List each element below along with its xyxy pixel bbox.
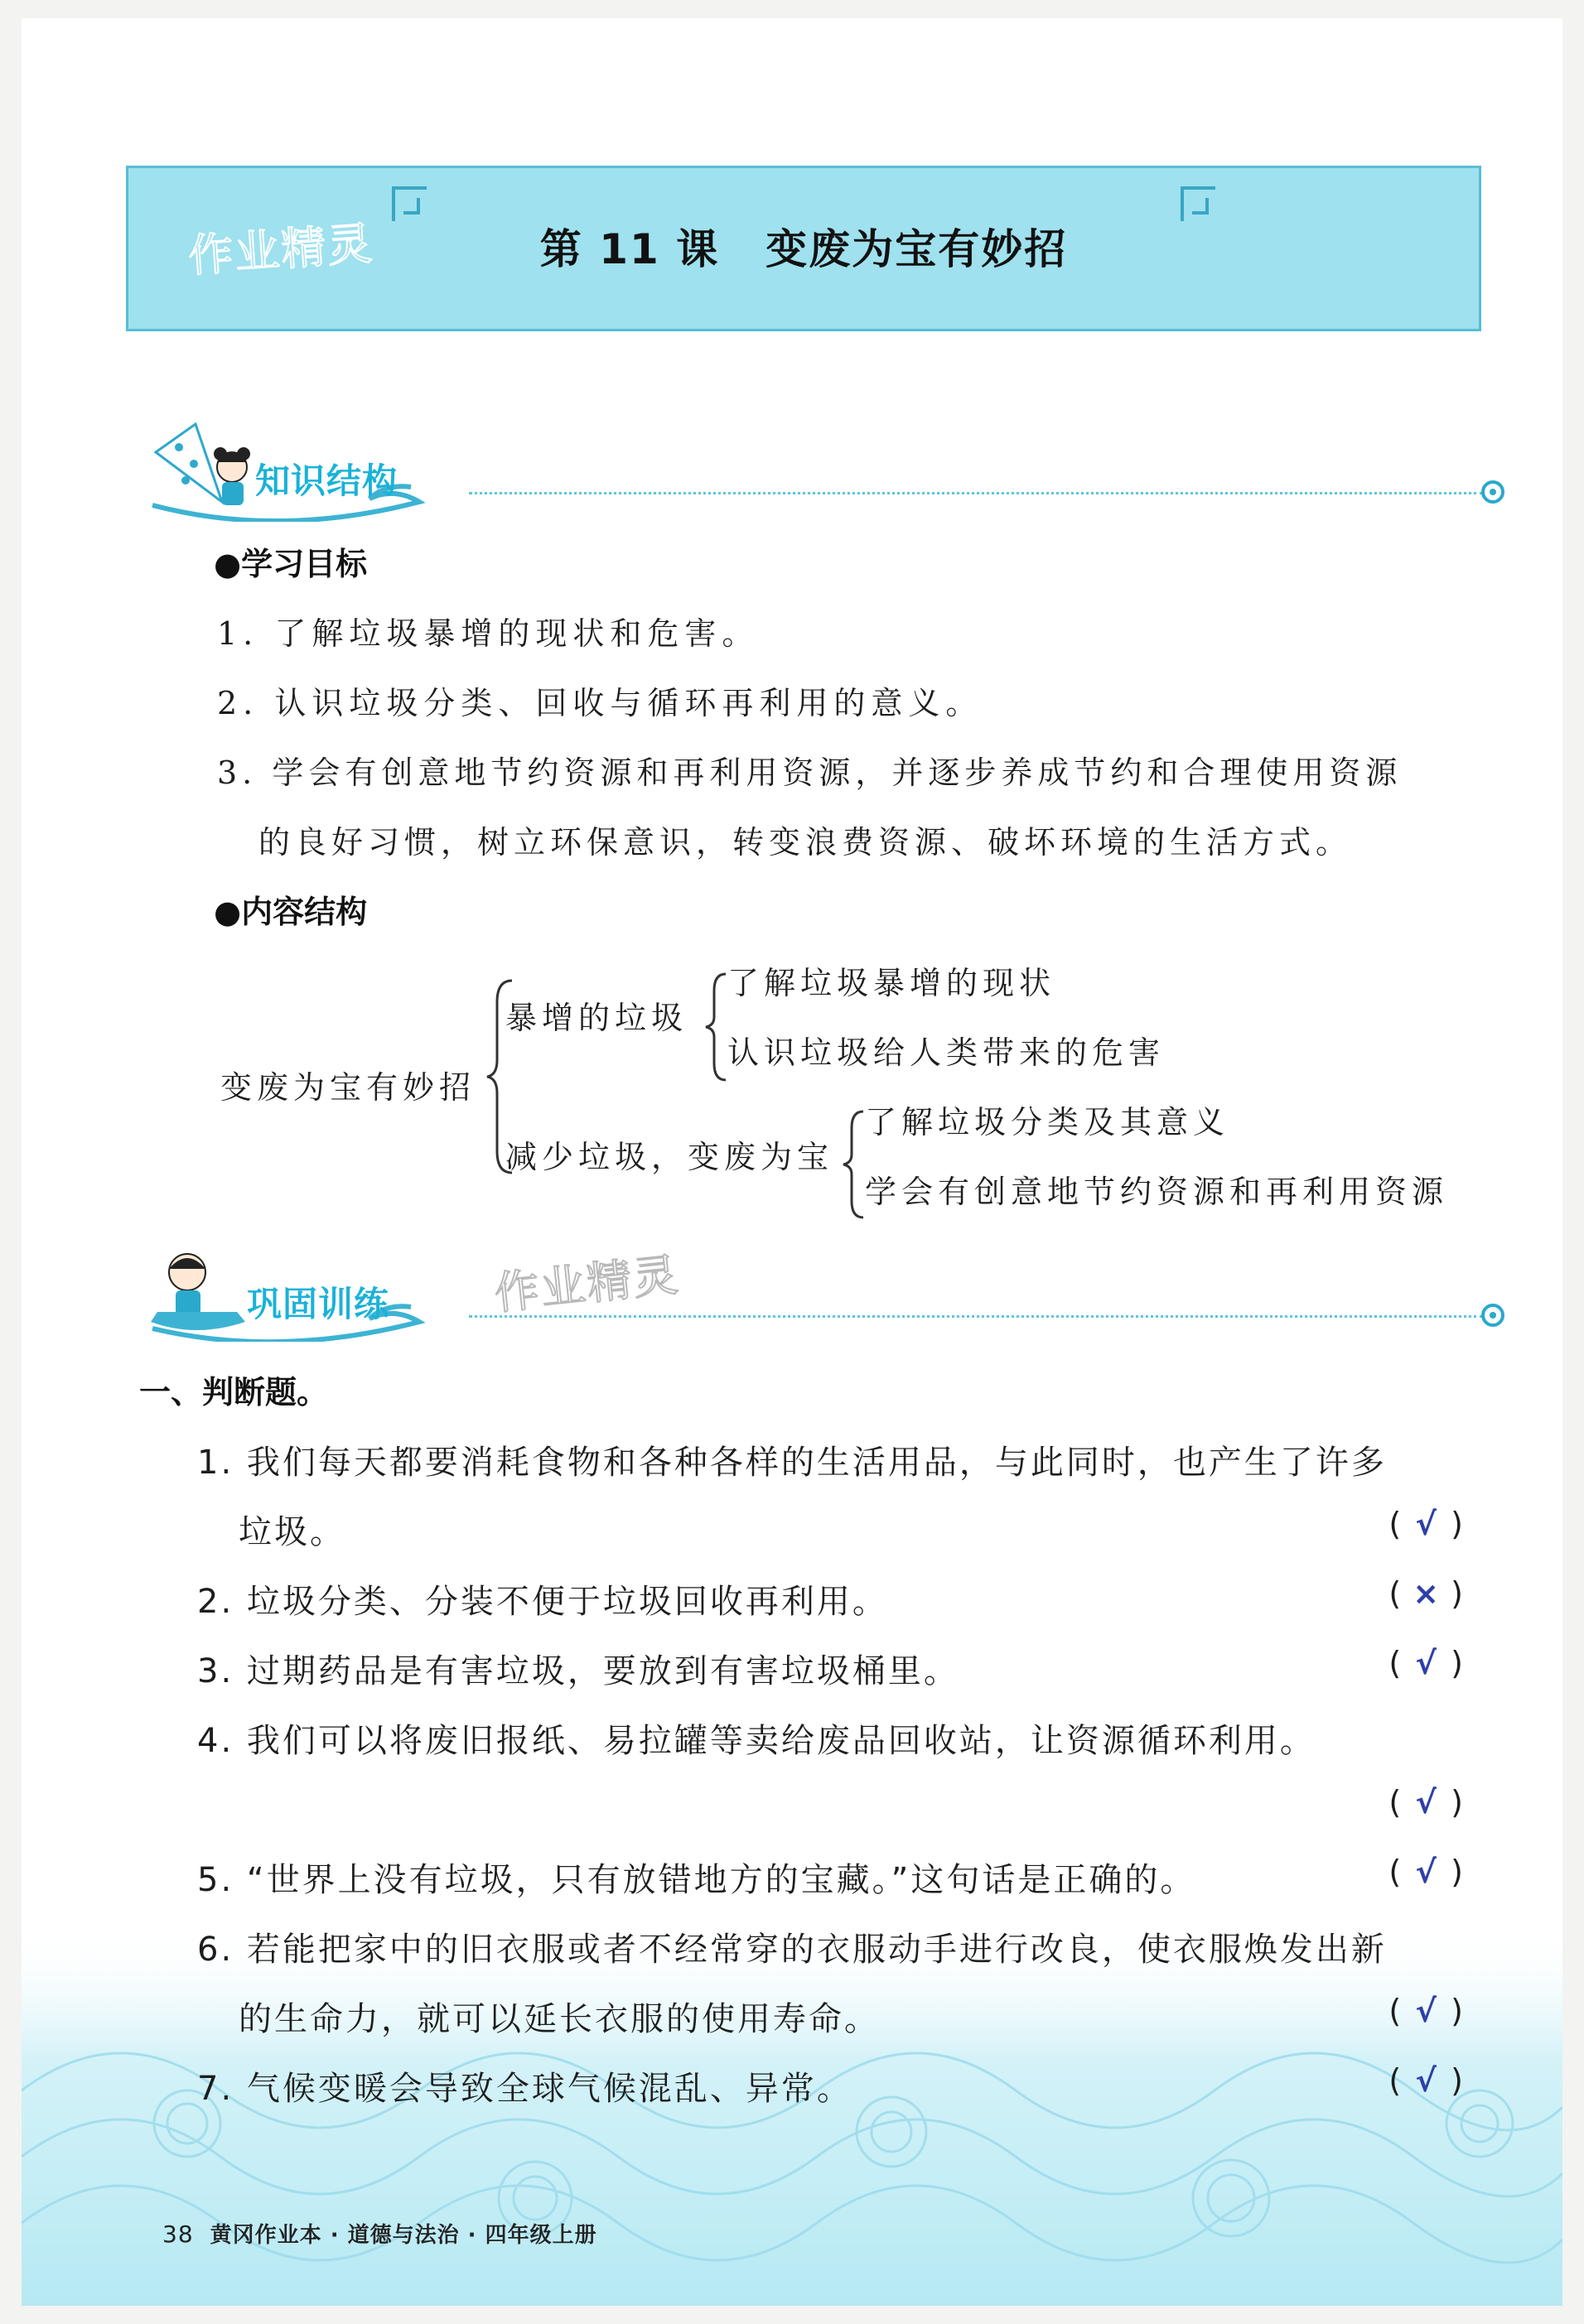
answer-slot: ( √ )	[1388, 1645, 1463, 1681]
answer-mark: √	[1415, 1645, 1437, 1681]
answer-slot: ( √ )	[1388, 1784, 1463, 1820]
tree-item: 了解垃圾暴增的现状	[727, 965, 1056, 1001]
question-line: 6. 若能把家中的旧衣服或者不经常穿的衣服动手进行改良，使衣服焕发出新	[197, 1931, 1387, 1969]
question-line: 2. 垃圾分类、分装不便于垃圾回收再利用。	[197, 1583, 888, 1621]
goal-line: 3. 学会有创意地节约资源和再利用资源，并逐步养成节约和合理使用资源	[217, 755, 1403, 791]
answer-mark: √	[1415, 1506, 1437, 1542]
section-label: 巩固训练	[247, 1284, 390, 1324]
content-title: ●内容结构	[214, 894, 368, 930]
answer-slot: ( √ )	[1388, 2062, 1463, 2099]
question-section-title: 一、判断题。	[139, 1374, 329, 1410]
goal-line: 1. 了解垃圾暴增的现状和危害。	[217, 615, 760, 652]
question-line: 5. “世界上没有垃圾，只有放错地方的宝藏。”这句话是正确的。	[197, 1861, 1196, 1899]
tree-item: 认识垃圾给人类带来的危害	[727, 1034, 1166, 1071]
endcap-icon	[1481, 480, 1504, 504]
lesson-banner	[126, 166, 1481, 331]
tree-item: 学会有创意地节约资源和再利用资源	[865, 1174, 1449, 1210]
question-line: 4. 我们可以将废旧报纸、易拉罐等卖给废品回收站，让资源循环利用。	[197, 1722, 1316, 1760]
goal-line: 2. 认识垃圾分类、回收与循环再利用的意义。	[217, 685, 983, 721]
page-footer	[162, 2218, 597, 2249]
answer-mark: ×	[1413, 1575, 1440, 1612]
dotted-rule	[469, 1315, 1483, 1318]
page-number: 38	[162, 2220, 194, 2248]
answer-slot: ( √ )	[1388, 1506, 1463, 1542]
lesson-name: 变废为宝有妙招	[765, 225, 1068, 273]
answer-slot: ( √ )	[1388, 1854, 1463, 1890]
watermark-stamp: 作业精灵	[491, 1248, 683, 1320]
tree-item: 了解垃圾分类及其意义	[865, 1104, 1230, 1140]
question-line: 垃圾。	[239, 1513, 345, 1551]
tree-branch-1: 暴增的垃圾	[505, 1000, 688, 1036]
answer-mark: √	[1415, 2062, 1437, 2099]
banner-stamp: 作业精灵	[186, 217, 376, 282]
tree-root: 变废为宝有妙招	[220, 1069, 476, 1106]
section-header-practice	[146, 1242, 1504, 1342]
page	[22, 18, 1562, 2306]
wave-background	[22, 1925, 1562, 2306]
section-header-knowledge	[146, 422, 1504, 522]
goal-line: 的良好习惯，树立环保意识，转变浪费资源、破坏环境的生活方式。	[258, 824, 1353, 861]
question-line: 7. 气候变暖会导致全球气候混乱、异常。	[197, 2070, 852, 2108]
section-label: 知识结构	[255, 460, 398, 501]
lesson-title	[128, 216, 1479, 276]
answer-mark: √	[1415, 1784, 1437, 1820]
tree-branch-2: 减少垃圾，变废为宝	[505, 1139, 834, 1175]
book-title: 黄冈作业本 · 道德与法治 · 四年级上册	[210, 2223, 597, 2248]
endcap-icon	[1481, 1304, 1504, 1327]
question-line: 1. 我们每天都要消耗食物和各种各样的生活用品，与此同时，也产生了许多	[197, 1444, 1387, 1482]
answer-slot: ( × )	[1388, 1575, 1463, 1612]
answer-mark: √	[1415, 1854, 1437, 1890]
answer-slot: ( √ )	[1388, 1993, 1463, 2029]
goals-title: ●学习目标	[214, 546, 368, 582]
question-line: 的生命力，就可以延长衣服的使用寿命。	[239, 2000, 880, 2038]
answer-mark: √	[1415, 1993, 1437, 2029]
lesson-number: 第 11 课	[539, 225, 720, 273]
question-line: 3. 过期药品是有害垃圾，要放到有害垃圾桶里。	[197, 1652, 959, 1690]
dotted-rule	[469, 492, 1483, 494]
